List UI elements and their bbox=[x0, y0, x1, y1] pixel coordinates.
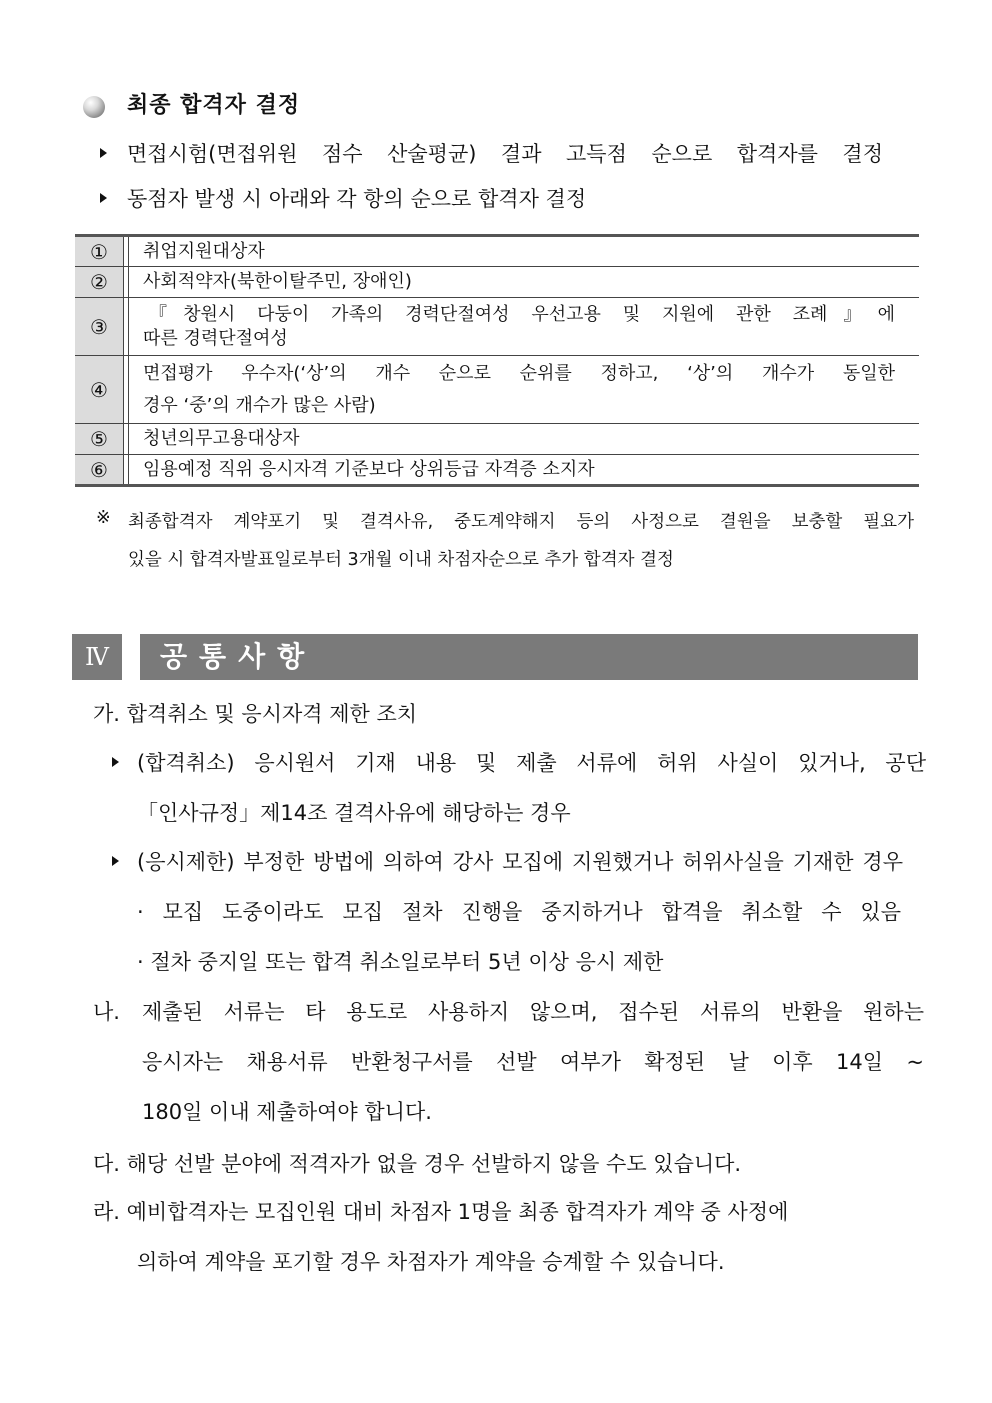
ga-bullet-2: (응시제한) 부정한 방법에 의하여 강사 모집에 지원했거나 허위사실을 기재한 경우 bbox=[137, 850, 903, 874]
priority-table bbox=[75, 234, 919, 487]
section-title: 공통사항 bbox=[160, 640, 317, 673]
item-na-line-3: 180일 이내 제출하여야 합니다. bbox=[142, 1100, 432, 1124]
item-da: 다. 해당 선발 분야에 적격자가 없을 경우 선발하지 않을 수도 있습니다. bbox=[93, 1152, 742, 1176]
item-ra-line-1: 라. 예비합격자는 모집인원 대비 차점자 1명을 최종 합격자가 계약 중 사정에 bbox=[93, 1200, 789, 1224]
item-ra-line-2: 의하여 계약을 포기할 경우 차점자가 계약을 승계할 수 있습니다. bbox=[137, 1250, 725, 1274]
row-text-line: 면접평가 우수자(‘상’의 개수 순으로 순위를 정하고, ‘상’의 개수가 동일한 bbox=[143, 362, 895, 384]
ga-bullet-1-line-1: (합격취소) 응시원서 기재 내용 및 제출 서류에 허위 사실이 있거나, 공단 bbox=[137, 751, 926, 775]
section-header-bar bbox=[140, 634, 918, 680]
row-text: 임용예정 직위 응시자격 기준보다 상위등급 자격증 소지자 bbox=[129, 455, 920, 486]
row-text: 청년의무고용대상자 bbox=[129, 424, 920, 455]
table-row bbox=[75, 267, 919, 298]
note-line-2: 있을 시 합격자발표일로부터 3개월 이내 차점자순으로 추가 합격자 결정 bbox=[128, 550, 674, 570]
row-number: ④ bbox=[75, 356, 124, 424]
section-roman-numeral: Ⅳ bbox=[72, 634, 122, 680]
row-text-line: 경우 ‘중’의 개수가 많은 사람) bbox=[143, 394, 376, 416]
item-na-prefix: 나. bbox=[93, 1000, 120, 1024]
ga-detail-2: · 절차 중지일 또는 합격 취소일로부터 5년 이상 응시 제한 bbox=[137, 950, 664, 974]
item-na-line-2: 응시자는 채용서류 반환청구서를 선발 여부가 확정된 날 이후 14일 ~ bbox=[142, 1050, 924, 1074]
item-na-line-1: 제출된 서류는 타 용도로 사용하지 않으며, 접수된 서류의 반환을 원하는 bbox=[142, 1000, 924, 1024]
triangle-bullet-icon bbox=[100, 148, 107, 158]
final-item-1: 면접시험(면접위원 점수 산술평균) 결과 고득점 순으로 합격자를 결정 bbox=[127, 142, 883, 166]
table-row bbox=[75, 455, 919, 486]
triangle-bullet-icon bbox=[112, 757, 119, 767]
row-text: 취업지원대상자 bbox=[129, 236, 920, 267]
note-line-1: 최종합격자 계약포기 및 결격사유, 중도계약해지 등의 사정으로 결원을 보충할 필요가 bbox=[128, 512, 914, 532]
ga-bullet-1-line-2: 「인사규정」제14조 결격사유에 해당하는 경우 bbox=[137, 801, 571, 825]
row-text: 사회적약자(북한이탈주민, 장애인) bbox=[129, 267, 920, 298]
final-decision-title: 최종 합격자 결정 bbox=[127, 93, 301, 118]
item-ga-heading: 가. 합격취소 및 응시자격 제한 조치 bbox=[93, 702, 418, 726]
table-row bbox=[75, 424, 919, 455]
triangle-bullet-icon bbox=[100, 193, 107, 203]
row-number: ⑥ bbox=[75, 455, 124, 486]
table-row bbox=[75, 236, 919, 267]
triangle-bullet-icon bbox=[112, 856, 119, 866]
row-number: ② bbox=[75, 267, 124, 298]
row-number: ① bbox=[75, 236, 124, 267]
row-number: ③ bbox=[75, 298, 124, 356]
ga-detail-1: · 모집 도중이라도 모집 절차 진행을 중지하거나 합격을 취소할 수 있음 bbox=[137, 900, 901, 924]
section-bullet-icon bbox=[83, 96, 105, 118]
final-item-2: 동점자 발생 시 아래와 각 항의 순으로 합격자 결정 bbox=[127, 187, 587, 211]
note-mark: ※ bbox=[96, 508, 111, 528]
table-row bbox=[75, 298, 919, 356]
table-row bbox=[75, 356, 919, 424]
row-text-line: 『창원시 다둥이 가족의 경력단절여성 우선고용 및 지원에 관한 조례』에 bbox=[149, 303, 895, 325]
row-number: ⑤ bbox=[75, 424, 124, 455]
row-text-line: 따른 경력단절여성 bbox=[143, 327, 288, 349]
